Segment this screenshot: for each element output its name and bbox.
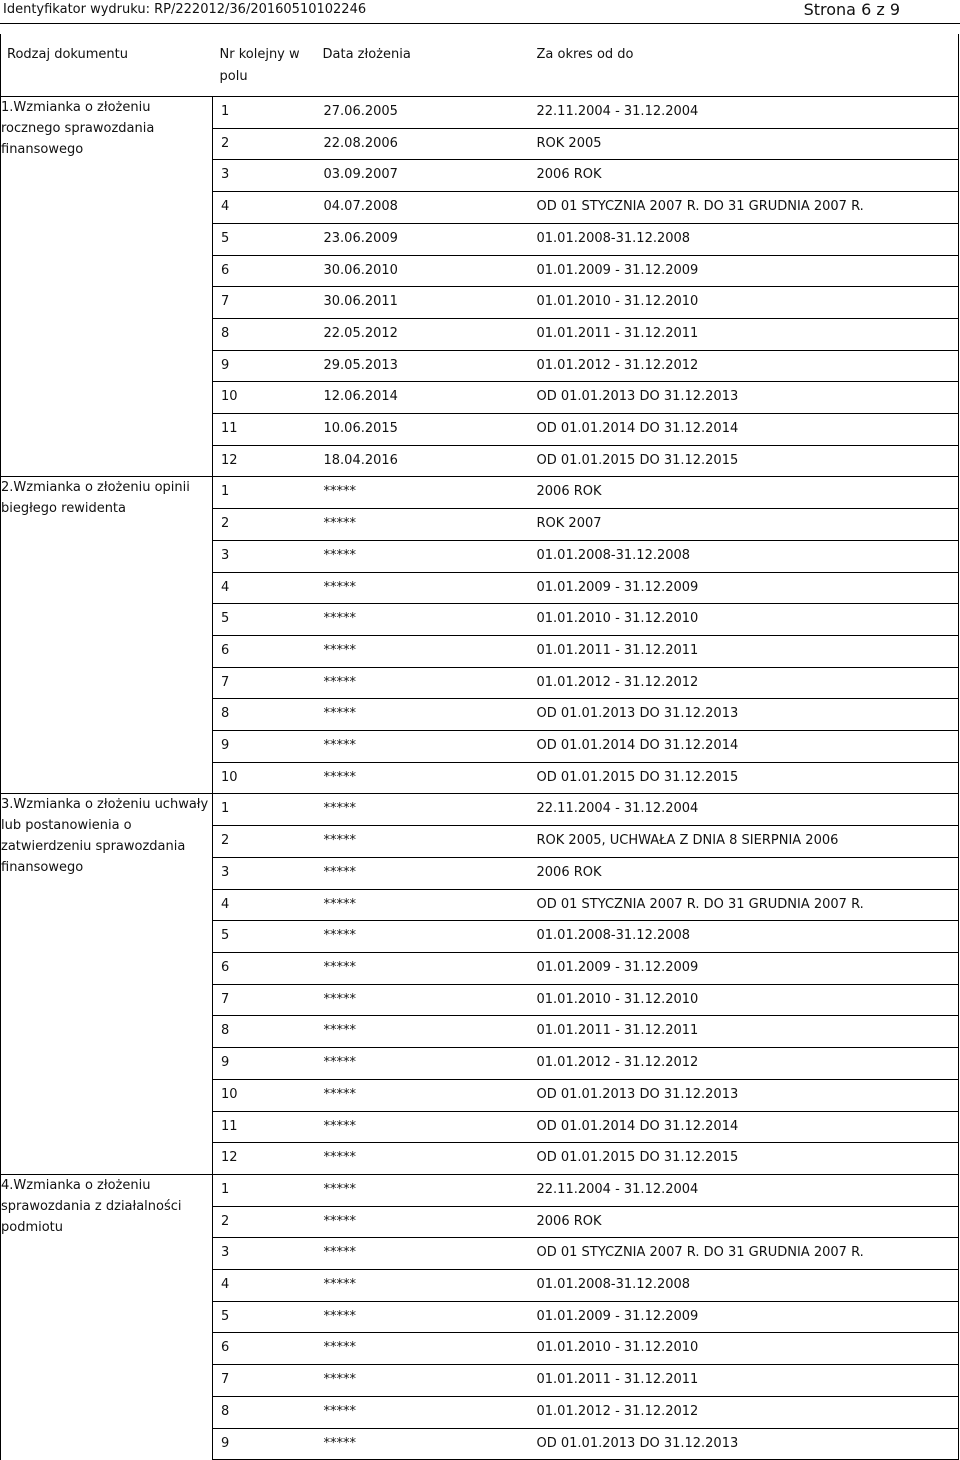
period-cell: 01.01.2010 - 31.12.2010 bbox=[533, 604, 959, 636]
table-body bbox=[1, 97, 959, 1460]
entry-number-cell: 3 bbox=[213, 160, 319, 192]
period-cell: 01.01.2008-31.12.2008 bbox=[533, 540, 959, 572]
entry-number-cell: 12 bbox=[213, 1143, 319, 1175]
period-cell: 01.01.2011 - 31.12.2011 bbox=[533, 1365, 959, 1397]
entry-number-cell: 3 bbox=[213, 857, 319, 889]
filing-date-cell: ***** bbox=[319, 635, 533, 667]
column-header-number: Nr kolejny w polu bbox=[219, 47, 300, 84]
period-cell: OD 01 STYCZNIA 2007 R. DO 31 GRUDNIA 2007 R. bbox=[533, 889, 959, 921]
entry-number-cell: 10 bbox=[213, 1079, 319, 1111]
table-row bbox=[1, 794, 959, 826]
entry-number-cell: 9 bbox=[213, 1428, 319, 1460]
filing-date-cell: ***** bbox=[319, 1174, 533, 1206]
entry-number-cell: 8 bbox=[213, 1016, 319, 1048]
period-cell: 01.01.2012 - 31.12.2012 bbox=[533, 1396, 959, 1428]
filing-date-cell: ***** bbox=[319, 921, 533, 953]
period-cell: OD 01.01.2015 DO 31.12.2015 bbox=[533, 1143, 959, 1175]
period-cell: 01.01.2010 - 31.12.2010 bbox=[533, 984, 959, 1016]
entry-number-cell: 4 bbox=[213, 1270, 319, 1302]
filing-date-cell: ***** bbox=[319, 952, 533, 984]
period-cell: ROK 2007 bbox=[533, 509, 959, 541]
entry-number-cell: 4 bbox=[213, 192, 319, 224]
period-cell: 2006 ROK bbox=[533, 1206, 959, 1238]
filing-date-cell: ***** bbox=[319, 604, 533, 636]
entry-number-cell: 8 bbox=[213, 318, 319, 350]
filing-date-cell: ***** bbox=[319, 1016, 533, 1048]
entry-number-cell: 9 bbox=[213, 1048, 319, 1080]
table-row bbox=[1, 97, 959, 129]
filing-date-cell: ***** bbox=[319, 1143, 533, 1175]
entry-number-cell: 5 bbox=[213, 1301, 319, 1333]
filing-date-cell: ***** bbox=[319, 477, 533, 509]
period-cell: OD 01.01.2013 DO 31.12.2013 bbox=[533, 1428, 959, 1460]
period-cell: 01.01.2008-31.12.2008 bbox=[533, 1270, 959, 1302]
entry-number-cell: 4 bbox=[213, 572, 319, 604]
entry-number-cell: 2 bbox=[213, 1206, 319, 1238]
entry-number-cell: 3 bbox=[213, 1238, 319, 1270]
entry-number-cell: 9 bbox=[213, 731, 319, 763]
entry-number-cell: 10 bbox=[213, 382, 319, 414]
entry-number-cell: 10 bbox=[213, 762, 319, 794]
filing-date-cell: ***** bbox=[319, 889, 533, 921]
entry-number-cell: 1 bbox=[213, 477, 319, 509]
document-type-cell: 1.Wzmianka o złożeniu rocznego sprawozdania finansowego bbox=[1, 97, 213, 477]
entry-number-cell: 2 bbox=[213, 128, 319, 160]
entry-number-cell: 5 bbox=[213, 921, 319, 953]
period-cell: OD 01.01.2014 DO 31.12.2014 bbox=[533, 1111, 959, 1143]
filing-date-cell: 12.06.2014 bbox=[319, 382, 533, 414]
header-divider bbox=[0, 23, 960, 24]
entry-number-cell: 11 bbox=[213, 414, 319, 446]
filing-date-cell: 30.06.2011 bbox=[319, 287, 533, 319]
column-header-date: Data złożenia bbox=[322, 47, 411, 62]
period-cell: OD 01.01.2013 DO 31.12.2013 bbox=[533, 382, 959, 414]
table-row bbox=[1, 1174, 959, 1206]
period-cell: OD 01 STYCZNIA 2007 R. DO 31 GRUDNIA 2007 R. bbox=[533, 1238, 959, 1270]
period-cell: OD 01.01.2015 DO 31.12.2015 bbox=[533, 762, 959, 794]
entry-number-cell: 7 bbox=[213, 287, 319, 319]
documents-table bbox=[0, 34, 959, 1460]
filing-date-cell: 29.05.2013 bbox=[319, 350, 533, 382]
period-cell: 01.01.2012 - 31.12.2012 bbox=[533, 1048, 959, 1080]
period-cell: 01.01.2009 - 31.12.2009 bbox=[533, 572, 959, 604]
print-identifier: Identyfikator wydruku: RP/222012/36/20160510102246 bbox=[3, 2, 367, 17]
entry-number-cell: 7 bbox=[213, 984, 319, 1016]
filing-date-cell: ***** bbox=[319, 762, 533, 794]
filing-date-cell: ***** bbox=[319, 1048, 533, 1080]
filing-date-cell: ***** bbox=[319, 540, 533, 572]
period-cell: 2006 ROK bbox=[533, 160, 959, 192]
filing-date-cell: 04.07.2008 bbox=[319, 192, 533, 224]
filing-date-cell: ***** bbox=[319, 1270, 533, 1302]
filing-date-cell: 23.06.2009 bbox=[319, 223, 533, 255]
entry-number-cell: 2 bbox=[213, 826, 319, 858]
entry-number-cell: 6 bbox=[213, 952, 319, 984]
filing-date-cell: ***** bbox=[319, 699, 533, 731]
filing-date-cell: 22.08.2006 bbox=[319, 128, 533, 160]
filing-date-cell: ***** bbox=[319, 1079, 533, 1111]
document-type-cell: 2.Wzmianka o złożeniu opinii biegłego rewidenta bbox=[1, 477, 213, 794]
document-type-cell: 4.Wzmianka o złożeniu sprawozdania z działalności podmiotu bbox=[1, 1174, 213, 1459]
period-cell: 01.01.2011 - 31.12.2011 bbox=[533, 635, 959, 667]
entry-number-cell: 1 bbox=[213, 1174, 319, 1206]
entry-number-cell: 4 bbox=[213, 889, 319, 921]
period-cell: 01.01.2010 - 31.12.2010 bbox=[533, 287, 959, 319]
filing-date-cell: 27.06.2005 bbox=[319, 97, 533, 129]
period-cell: ROK 2005, UCHWAŁA Z DNIA 8 SIERPNIA 2006 bbox=[533, 826, 959, 858]
period-cell: OD 01.01.2014 DO 31.12.2014 bbox=[533, 731, 959, 763]
filing-date-cell: ***** bbox=[319, 1206, 533, 1238]
entry-number-cell: 1 bbox=[213, 794, 319, 826]
period-cell: 01.01.2012 - 31.12.2012 bbox=[533, 350, 959, 382]
entry-number-cell: 5 bbox=[213, 604, 319, 636]
entry-number-cell: 5 bbox=[213, 223, 319, 255]
period-cell: 01.01.2011 - 31.12.2011 bbox=[533, 1016, 959, 1048]
entry-number-cell: 6 bbox=[213, 255, 319, 287]
filing-date-cell: ***** bbox=[319, 1396, 533, 1428]
period-cell: 22.11.2004 - 31.12.2004 bbox=[533, 1174, 959, 1206]
entry-number-cell: 1 bbox=[213, 97, 319, 129]
entry-number-cell: 2 bbox=[213, 509, 319, 541]
period-cell: OD 01.01.2013 DO 31.12.2013 bbox=[533, 699, 959, 731]
filing-date-cell: 10.06.2015 bbox=[319, 414, 533, 446]
entry-number-cell: 7 bbox=[213, 1365, 319, 1397]
filing-date-cell: ***** bbox=[319, 667, 533, 699]
period-cell: 2006 ROK bbox=[533, 857, 959, 889]
filing-date-cell: 22.05.2012 bbox=[319, 318, 533, 350]
entry-number-cell: 7 bbox=[213, 667, 319, 699]
filing-date-cell: 30.06.2010 bbox=[319, 255, 533, 287]
filing-date-cell: ***** bbox=[319, 509, 533, 541]
period-cell: 01.01.2008-31.12.2008 bbox=[533, 921, 959, 953]
period-cell: OD 01.01.2014 DO 31.12.2014 bbox=[533, 414, 959, 446]
page-header bbox=[0, 0, 960, 22]
filing-date-cell: ***** bbox=[319, 1428, 533, 1460]
entry-number-cell: 9 bbox=[213, 350, 319, 382]
period-cell: 01.01.2009 - 31.12.2009 bbox=[533, 255, 959, 287]
filing-date-cell: ***** bbox=[319, 794, 533, 826]
document-type-cell: 3.Wzmianka o złożeniu uchwały lub postanowienia o zatwierdzeniu sprawozdania finansowego bbox=[1, 794, 213, 1174]
filing-date-cell: 18.04.2016 bbox=[319, 445, 533, 477]
period-cell: 22.11.2004 - 31.12.2004 bbox=[533, 97, 959, 129]
period-cell: 01.01.2011 - 31.12.2011 bbox=[533, 318, 959, 350]
entry-number-cell: 12 bbox=[213, 445, 319, 477]
filing-date-cell: ***** bbox=[319, 1333, 533, 1365]
period-cell: 22.11.2004 - 31.12.2004 bbox=[533, 794, 959, 826]
period-cell: ROK 2005 bbox=[533, 128, 959, 160]
page-number: Strona 6 z 9 bbox=[803, 0, 900, 19]
period-cell: OD 01 STYCZNIA 2007 R. DO 31 GRUDNIA 2007 R. bbox=[533, 192, 959, 224]
filing-date-cell: 03.09.2007 bbox=[319, 160, 533, 192]
period-cell: 01.01.2010 - 31.12.2010 bbox=[533, 1333, 959, 1365]
filing-date-cell: ***** bbox=[319, 731, 533, 763]
entry-number-cell: 6 bbox=[213, 1333, 319, 1365]
period-cell: 01.01.2009 - 31.12.2009 bbox=[533, 952, 959, 984]
column-header-type: Rodzaj dokumentu bbox=[1, 34, 213, 88]
period-cell: 2006 ROK bbox=[533, 477, 959, 509]
period-cell: OD 01.01.2013 DO 31.12.2013 bbox=[533, 1079, 959, 1111]
filing-date-cell: ***** bbox=[319, 1238, 533, 1270]
entry-number-cell: 11 bbox=[213, 1111, 319, 1143]
filing-date-cell: ***** bbox=[319, 1301, 533, 1333]
filing-date-cell: ***** bbox=[319, 572, 533, 604]
table-row bbox=[1, 477, 959, 509]
period-cell: 01.01.2009 - 31.12.2009 bbox=[533, 1301, 959, 1333]
filing-date-cell: ***** bbox=[319, 1365, 533, 1397]
period-cell: 01.01.2008-31.12.2008 bbox=[533, 223, 959, 255]
entry-number-cell: 8 bbox=[213, 1396, 319, 1428]
entry-number-cell: 6 bbox=[213, 635, 319, 667]
table-header-separator bbox=[1, 88, 959, 97]
filing-date-cell: ***** bbox=[319, 826, 533, 858]
filing-date-cell: ***** bbox=[319, 984, 533, 1016]
entry-number-cell: 3 bbox=[213, 540, 319, 572]
entry-number-cell: 8 bbox=[213, 699, 319, 731]
period-cell: 01.01.2012 - 31.12.2012 bbox=[533, 667, 959, 699]
table-header-row bbox=[1, 34, 959, 88]
filing-date-cell: ***** bbox=[319, 857, 533, 889]
filing-date-cell: ***** bbox=[319, 1111, 533, 1143]
column-header-period: Za okres od do bbox=[533, 34, 959, 88]
period-cell: OD 01.01.2015 DO 31.12.2015 bbox=[533, 445, 959, 477]
